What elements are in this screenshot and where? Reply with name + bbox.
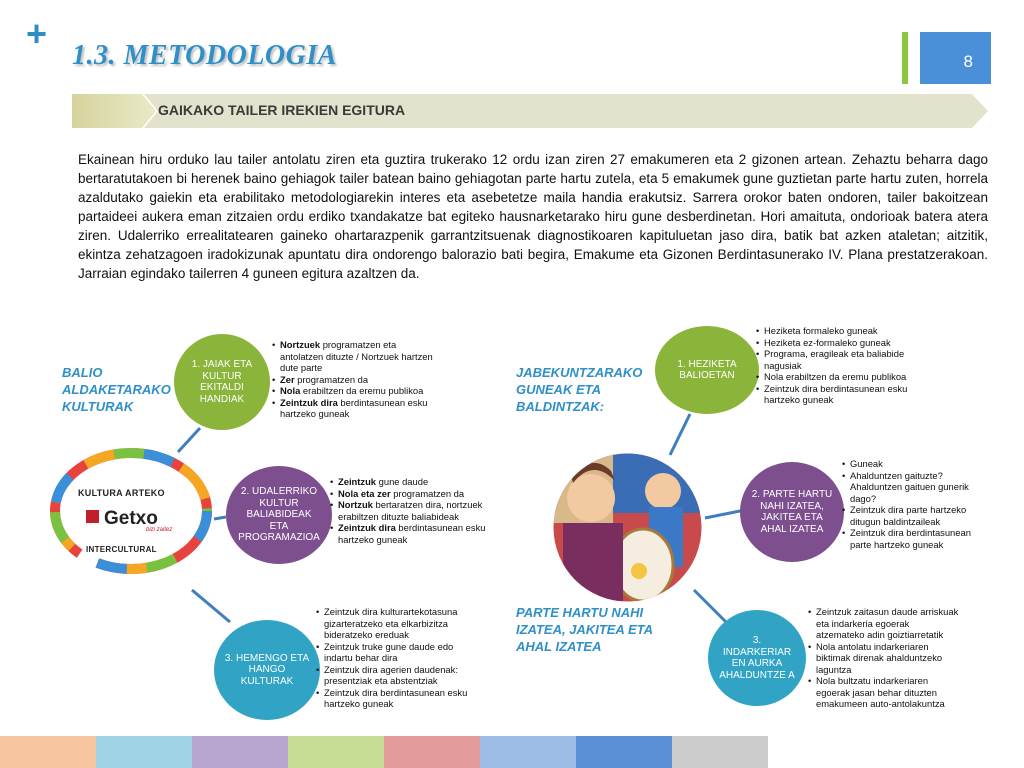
- logo-tagline: bizi zaitez: [146, 527, 173, 533]
- getxo-mark-icon: [86, 510, 99, 523]
- right-circle-1: [655, 326, 759, 414]
- intro-paragraph: Ekainean hiru orduko lau tailer antolatu ziren eta guztira trukerako 12 ordu izan ziren 27 emakumeren eta 2 gizonen artean. Zehaztu beharra dago bertaratutakoen bi herenek baino gehiagok tailer batean baino gehiagotan parte hartu zutela, eta 5 emakumek gune guztietan parte hartu zuten, horrela azaldutako gaiekin eta erabilitako metodologiarekin interes eta asebetetze maila handia erakutsiz. Sarrera orokor baten ondoren, tailer bakoitzean partaideei aukera eman zitzaien ordu erdiko txandakatze bat egiteko hausnarketarako hiru gune desberdinetan. Hori amaituta, ondorioak batera atera ziren. Udalerriko errealitatearen gaineko ohartarazpenik garrantzitsuenak diagnostikoaren kapituluetan jaso dira, batik bat azken ataletan; aitzitik, ekintza zehatzagoen iradokizunak apuntatu dira ondorengo balorazio bati begira, Emakume eta Gizonen Berdintasunerako IV. Plana prestatzerakoan. Jarraian egindako tailerren 4 guneen egitura azaltzen da.: [78, 152, 988, 281]
- right-side-title-top: JABEKUNTZARAKO GUNEAK ETA BALDINTZAK:: [516, 365, 643, 414]
- left-circle-1: [174, 334, 270, 430]
- list-item: • Nortzuk bertaratzen dira, nortzuek erabiltzen dituzte baliabideak: [330, 499, 494, 522]
- right-circle-2-label: 2. PARTE HARTU NAHI IZATEA, JAKITEA ETA AHAL IZATEA: [751, 489, 833, 535]
- page-title: 1.3. METODOLOGIA: [72, 40, 337, 71]
- list-item: • Nola antolatu indarkeriaren biktimak direnak ahalduntzeko laguntza: [808, 641, 960, 676]
- list-item: • Nola erabiltzen da eremu publikoa: [272, 385, 442, 397]
- footer-swatch: [384, 736, 480, 768]
- list-item: • Nola erabiltzen da eremu publikoa: [756, 371, 916, 383]
- list-item: • Zeintzuk dira berdintasunean esku hartzeko guneak: [272, 397, 442, 420]
- right-circle-2: [740, 462, 844, 562]
- right-circle-1-label: 1. HEZIKETA BALIOETAN: [677, 358, 737, 381]
- list-item: • Heziketa formaleko guneak: [756, 325, 916, 337]
- plus-icon: +: [26, 13, 48, 54]
- right-list-2: [842, 458, 982, 550]
- left-side-title: BALIO ALDAKETARAKO KULTURAK: [62, 365, 171, 414]
- left-list-2: [330, 476, 494, 545]
- page-number: 8: [963, 52, 973, 71]
- kultura-arteko-logo: [46, 448, 216, 574]
- left-circle-3-label: 3. HEMENGO ETA HANGO KULTURAK: [224, 652, 310, 687]
- left-list-1: [272, 339, 442, 420]
- list-item: • Nola eta zer programatzen da: [330, 488, 494, 500]
- left-circle-3: [214, 620, 320, 720]
- list-item: • Zeintzuk gune daude: [330, 476, 494, 488]
- left-list-3: [316, 606, 484, 710]
- right-circle-3: [708, 610, 806, 706]
- banner-title: GAIKAKO TAILER IREKIEN EGITURA: [158, 102, 406, 118]
- list-item: • Zeintzuk zaitasun daude arriskuak eta indarkeria egoerak atzemateko adin goiztiarretatik: [808, 606, 960, 641]
- list-item: • Nortzuek programatzen eta antolatzen dituzte / Nortzuek hartzen dute parte: [272, 339, 442, 374]
- logo-line-2: INTERCULTURAL: [86, 545, 157, 554]
- list-item: • Zeintzuk dira agerien daudenak: presentziak eta abstentziak: [316, 664, 484, 687]
- logo-brand: Getxo: [104, 508, 158, 529]
- footer-swatch: [96, 736, 192, 768]
- list-item: • Guneak: [842, 458, 982, 470]
- right-list-3: [808, 606, 960, 710]
- list-item: • Programa, eragileak eta baliabide nagusiak: [756, 348, 916, 371]
- left-circle-2-label: 2. UDALERRIKO KULTUR BALIABIDEAK ETA PROGRAMAZIOA: [238, 486, 320, 544]
- illustration-image: [553, 453, 702, 602]
- list-item: • Zeintzuk dira berdintasunean esku hartzeko guneak: [330, 522, 494, 545]
- footer-swatch: [288, 736, 384, 768]
- list-item: • Nola bultzatu indarkeriaren egoerak jasan behar dituzten emakumeen auto-antolakuntza: [808, 675, 960, 710]
- footer-swatch: [576, 736, 672, 768]
- list-item: • Zeintzuk dira kulturartekotasuna gizarteratzeko eta elkarbizitza bideratzeko ereduak: [316, 606, 484, 641]
- illustration-art: [553, 453, 702, 602]
- list-item: • Zer programatzen da: [272, 374, 442, 386]
- footer-color-bar: [0, 736, 768, 768]
- list-item: • Heziketa ez-formaleko guneak: [756, 337, 916, 349]
- left-circle-1-label: 1. JAIAK ETA KULTUR EKITALDI HANDIAK: [191, 359, 253, 405]
- left-circle-2: [226, 466, 332, 564]
- right-circle-3-label: 3. INDARKERIAR EN AURKA AHALDUNTZE A: [719, 635, 795, 681]
- list-item: • Zeintzuk dira berdintasunean parte hartzeko guneak: [842, 527, 982, 550]
- list-item: • Zeintzuk dira parte hartzeko ditugun baldintzaileak: [842, 504, 982, 527]
- list-item: • Ahalduntzen gaituzte? Ahalduntzen gaituen gunerik dago?: [842, 470, 982, 505]
- footer-swatch: [192, 736, 288, 768]
- connector-line: [192, 590, 230, 622]
- connector-line: [705, 510, 745, 518]
- footer-swatch: [480, 736, 576, 768]
- footer-swatch: [672, 736, 768, 768]
- list-item: • Zeintzuk dira berdintasunean esku hartzeko guneak: [756, 383, 916, 406]
- connector-line: [670, 414, 690, 455]
- list-item: • Zeintzuk truke gune daude edo indartu behar dira: [316, 641, 484, 664]
- right-list-1: [756, 325, 916, 406]
- footer-swatch: [0, 736, 96, 768]
- right-side-title-bottom: PARTE HARTU NAHI IZATEA, JAKITEA ETA AHAL IZATEA: [516, 605, 653, 654]
- list-item: • Zeintzuk dira berdintasunean esku hartzeko guneak: [316, 687, 484, 710]
- logo-line-1: KULTURA ARTEKO: [78, 488, 165, 498]
